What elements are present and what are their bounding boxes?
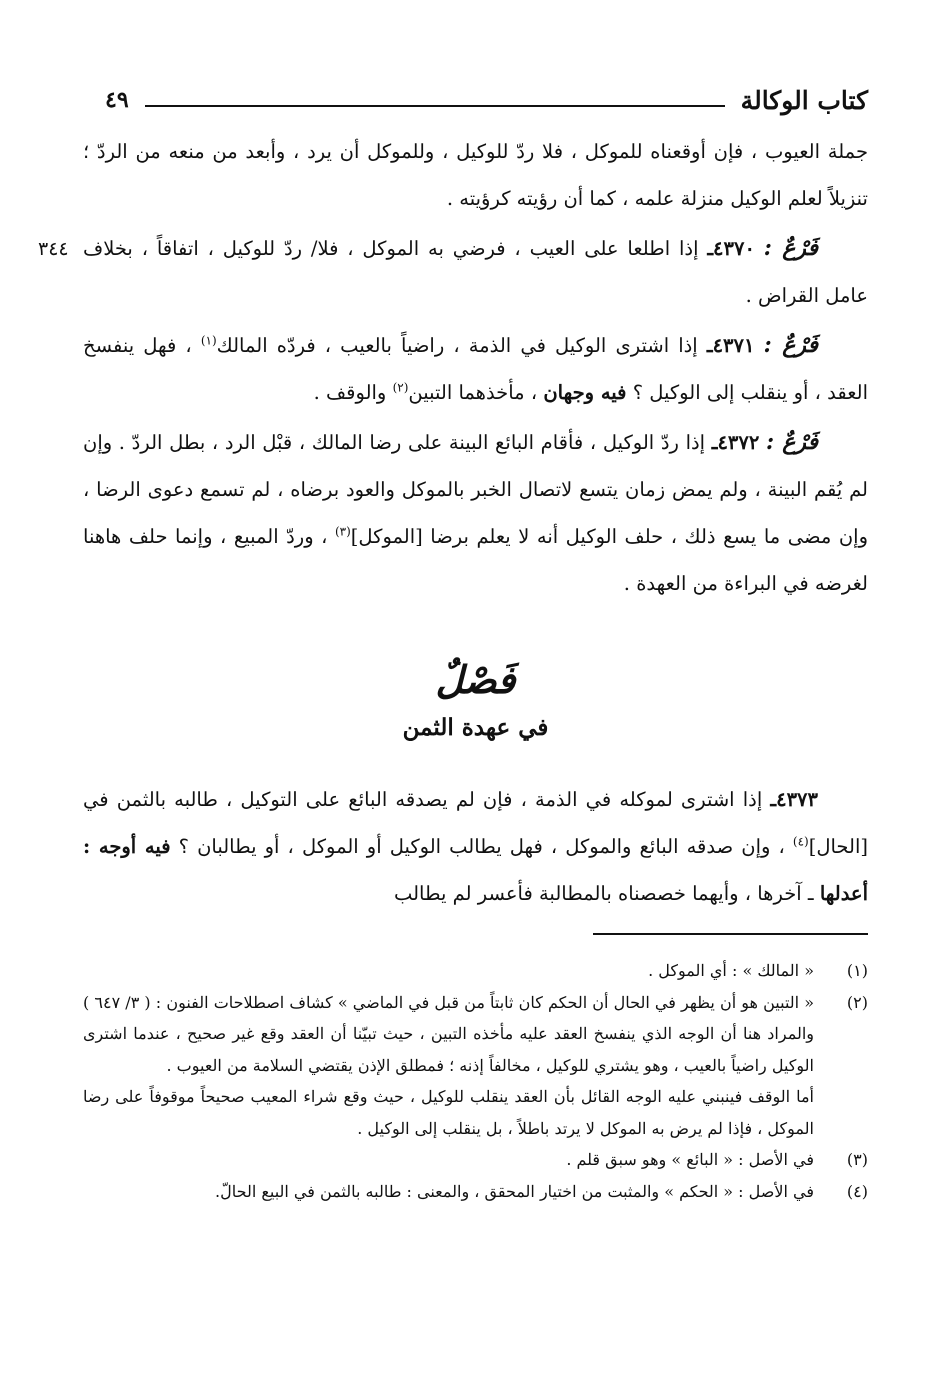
- section-title: في عهدة الثمن: [402, 714, 549, 741]
- footnotes: [83, 955, 868, 1207]
- footnote-number: (٢): [846, 992, 868, 1012]
- running-title: كتاب الوكالة: [740, 85, 868, 115]
- issue-number: ٤٣٧١ـ: [706, 334, 755, 357]
- footnote-number: (٣): [846, 1150, 868, 1169]
- section-text: [83, 776, 868, 917]
- footnote-item: [83, 1176, 868, 1208]
- paragraph-text: إذا ردّ الوكيل ، فأقام البائع البينة على رضا المالك ، قبْل الرد ، بطل الردّ . وإن لم يُقم البينة ، ولم يمض زمان يتسع لاتصال الخبر بالموكل والعود برضاه ، لم تسمع دعوى الرضا ، وإن مضى ما يسع ذلك ، حلف الوكيل أنه لا يعلم برضا [الموكل]: [83, 431, 868, 548]
- footnote-text: « التبين هو أن يظهر في الحال أن الحكم كان ثابتاً من قبل في الماضي » كشاف اصطلاحات الفنون : ( ٣/ ٦٤٧ ) والمراد هنا أن الوجه الذي ينفسخ العقد عليه مأخذه التبين ، حيث تبيّنا أن العقد وقع غير صحيح ، عندما اشترى الوكيل راضياً بالعيب ، وهو يشتري للوكيل ، مخالفاً إذنه ؛ فمطلق الإذن يقتضي السلامة من العيوب .: [83, 992, 815, 1075]
- paragraph-text: ، وردّ المبيع ، وإنما حلف هاهنا لغرضه في البراءة من العهدة .: [83, 525, 868, 595]
- far-label: فَرْعٌ :: [766, 429, 819, 455]
- footnote-number: (٤): [846, 1181, 868, 1201]
- footnote-item: [83, 1144, 868, 1176]
- footnote-separator: [593, 933, 868, 935]
- footnote-ref: (٤): [792, 834, 809, 849]
- paragraph-text: ـ آخرها ، وأيهما خصصناه بالمطالبة فأعسر لم يطالب: [393, 882, 814, 905]
- footnote-text: في الأصل : « الحكم » والمثبت من اختيار المحقق ، والمعنى : طالبه بالثمن في البيع الحالّ.: [215, 1181, 814, 1201]
- far-label: فَرْعٌ :: [763, 235, 818, 261]
- footnote-item: [83, 987, 868, 1082]
- issue-number: ٤٣٧٠ـ: [707, 237, 755, 260]
- footnote-ref: (١): [200, 333, 217, 348]
- issue-number: ٤٣٧٢ـ: [711, 431, 760, 454]
- page-number: ٤٩: [105, 87, 129, 113]
- footnote-text: في الأصل : « البائع » وهو سبق قلم .: [566, 1150, 814, 1169]
- footnote-text: « المالك » : أي الموكل .: [648, 961, 814, 980]
- paragraph-text: ، وإن صدقه البائع والموكل ، فهل يطالب الوكيل أو الموكل ، أو يطالبان ؟: [178, 835, 785, 858]
- section-heading: [0, 652, 951, 748]
- paragraph-4371: [83, 322, 868, 416]
- margin-page-reference: ٣٤٤: [38, 238, 69, 260]
- far-label: فَرْعٌ :: [763, 332, 819, 358]
- paragraph-4373: [83, 776, 868, 917]
- paragraph-text: إذا اطلعا على العيب ، فرضي به الموكل ، فلا/ ردّ للوكيل ، اتفاقاً ، بخلاف عامل القراض .: [83, 237, 868, 307]
- footnote-ref: (٣): [334, 524, 351, 539]
- footnote-ref: (٢): [392, 380, 409, 395]
- paragraph-4372: [83, 419, 868, 607]
- footnote-number: (١): [846, 961, 868, 980]
- paragraph-text: ، مأخذهما التبين: [408, 381, 538, 404]
- footnote-item: [83, 955, 868, 987]
- paragraph-text: ، فهل ينفسخ العقد ، أو ينقلب إلى الوكيل ؟: [83, 334, 868, 404]
- footnote-continuation: أما الوقف فينبني عليه الوجه القائل بأن العقد ينقلب للوكيل ، حيث وقع شراء المعيب صحيحاً موقوفاً على رضا الموكل ، فإذا لم يرض به الموكل لا يرتد باطلاً ، بل ينقلب إلى الوكيل .: [83, 1087, 814, 1138]
- issue-number: ٤٣٧٣ـ: [770, 788, 818, 811]
- page-header: [105, 82, 868, 118]
- fasl-ornament: فَصْلٌ: [435, 657, 516, 702]
- paragraph-4370: [83, 225, 868, 319]
- paragraph-text: إذا اشترى الوكيل في الذمة ، راضياً بالعيب ، فردّه المالك: [216, 334, 698, 357]
- bold-phrase: فيه وجهان: [543, 381, 627, 404]
- bold-phrase: فيه أوجه : أعدلها: [83, 835, 868, 905]
- paragraph-continuation: جملة العيوب ، فإن أوقعناه للموكل ، فلا ردّ للوكيل ، وللموكل أن يرد ، وأبعد من منعه من الردّ ؛ تنزيلاً لعلم الوكيل منزلة علمه ، كما أن رؤيته كرؤيته .: [83, 140, 868, 210]
- main-text: [83, 128, 868, 607]
- header-rule: [145, 105, 725, 107]
- paragraph-text: إذا اشترى لموكله في الذمة ، فإن لم يصدقه البائع على التوكيل ، طالبه بالثمن في [الحال]: [83, 788, 868, 858]
- paragraph-text: والوقف .: [313, 381, 387, 404]
